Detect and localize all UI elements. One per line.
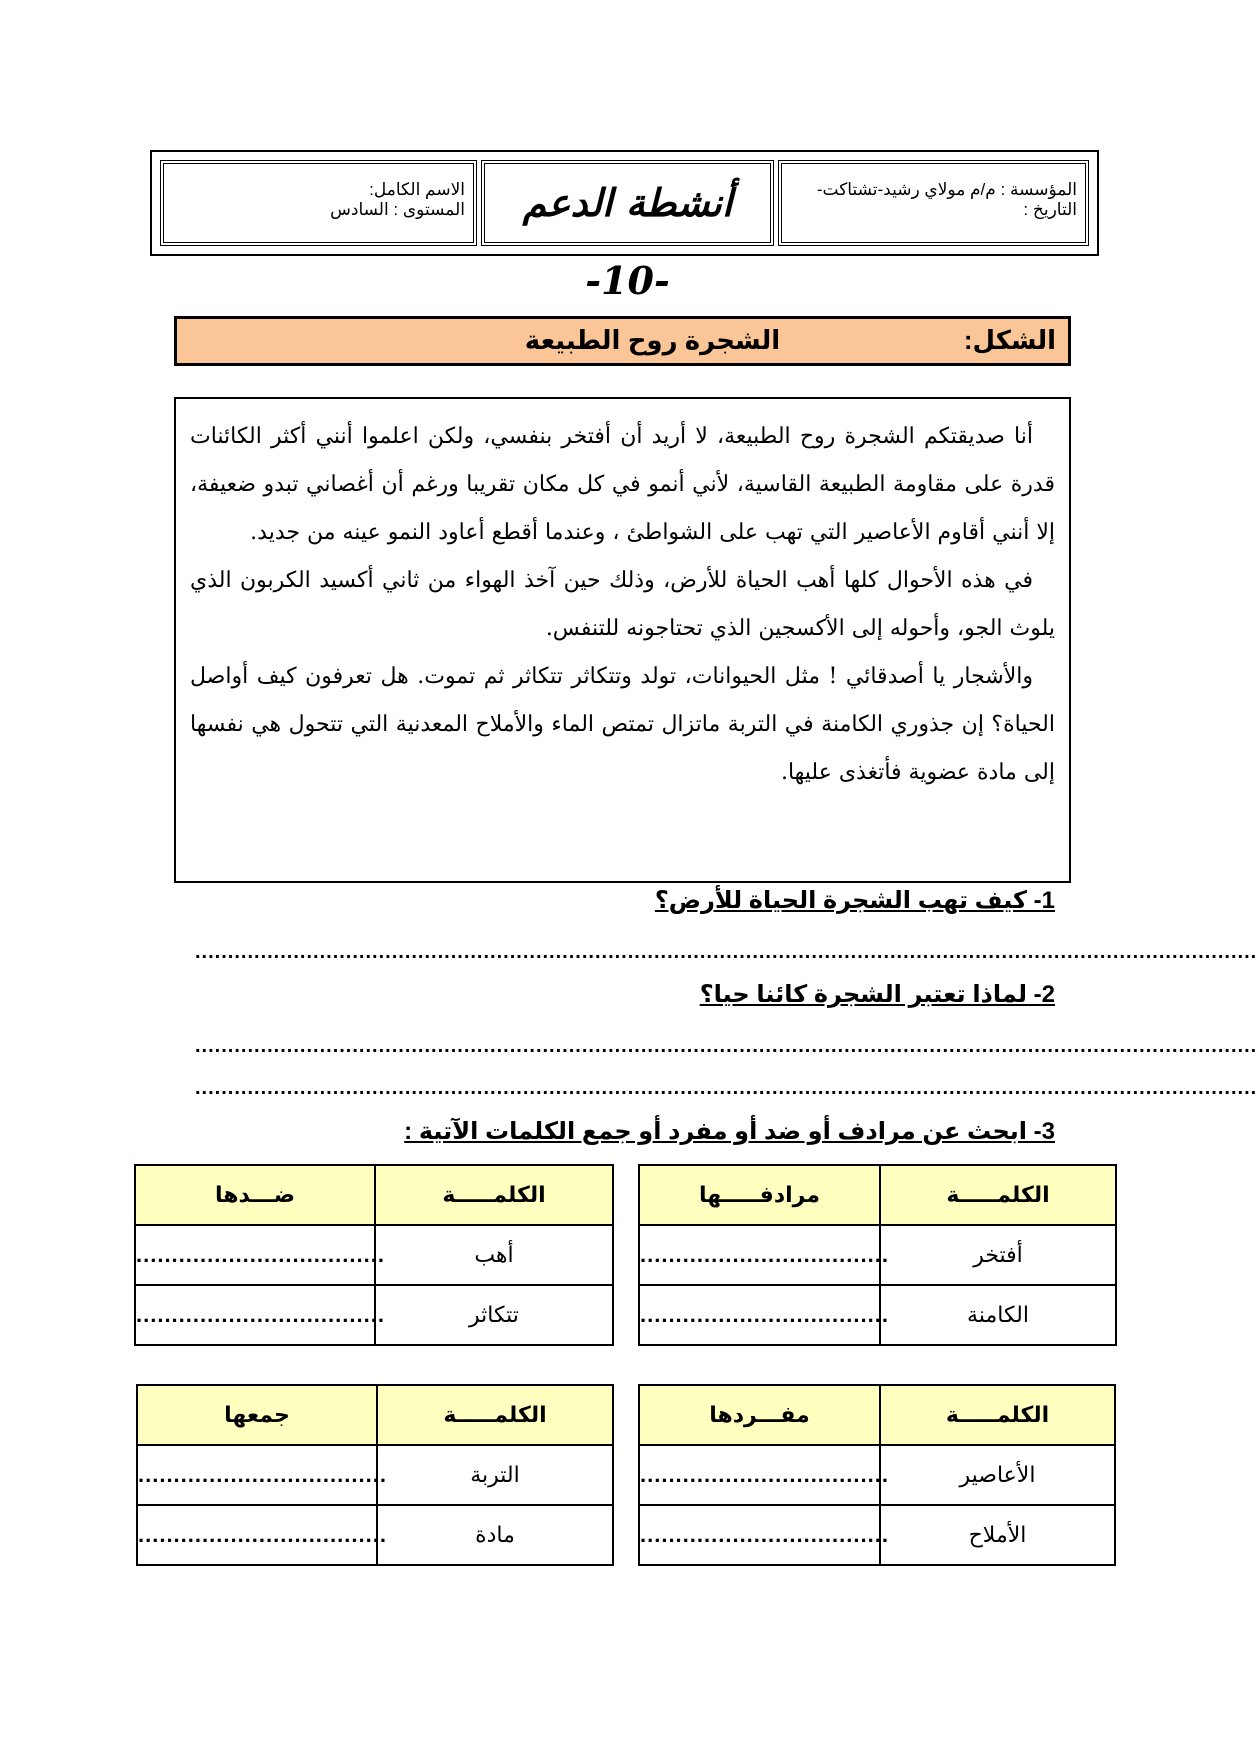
table-row: [639, 1285, 1116, 1345]
word-cell: أفتخر: [880, 1225, 1116, 1285]
table-header-row: [639, 1385, 1115, 1445]
section-title: الشجرة روح الطبيعة: [524, 325, 781, 355]
answer-cell[interactable]: ...................................: [639, 1445, 880, 1505]
answer-line-2a[interactable]: ..................................................................................................................................................................: [195, 1035, 1257, 1057]
date-label: التاريخ :: [1023, 200, 1077, 219]
column-header-word: الكلمـــــة: [377, 1385, 613, 1445]
header-title-cell: [481, 160, 774, 303]
answer-cell[interactable]: ...................................: [137, 1505, 377, 1565]
word-cell: الأعاصير: [880, 1445, 1115, 1505]
word-cell: أهب: [375, 1225, 613, 1285]
antonyms-table: [134, 1164, 614, 1346]
column-header-word: الكلمـــــة: [880, 1385, 1115, 1445]
table-row: [137, 1445, 613, 1505]
table-header-row: [135, 1165, 613, 1225]
plurals-table: [136, 1384, 614, 1566]
worksheet-title: أنشطة الدعم -10-: [522, 180, 733, 303]
passage-paragraph-1: أنا صديقتكم الشجرة روح الطبيعة، لا أريد أن أفتخر بنفسي، ولكن اعلموا أنني أكثر الكائنات قدرة على مقاومة الطبيعة القاسية، لأني أنمو في كل مكان تقريبا ورغم أن أغصاني تبدو ضعيفة، إلا أنني أقاوم الأعاصير التي تهب على الشواطئ ، وعندما أقطع أعاود النمو عينه من جديد.: [190, 424, 1055, 545]
word-cell: التربة: [377, 1445, 613, 1505]
column-header-plural: جمعها: [137, 1385, 377, 1445]
column-header-word: الكلمـــــة: [880, 1165, 1116, 1225]
table-header-row: [137, 1385, 613, 1445]
column-header-word: الكلمـــــة: [375, 1165, 613, 1225]
answer-line-1[interactable]: ..................................................................................................................................................................: [195, 941, 1257, 963]
answer-cell[interactable]: ...................................: [135, 1285, 375, 1345]
full-name-label: الاسم الكامل:: [369, 180, 465, 199]
word-cell: الكامنة: [880, 1285, 1116, 1345]
reading-passage: [174, 397, 1071, 883]
answer-cell[interactable]: ...................................: [137, 1445, 377, 1505]
table-row: [639, 1445, 1115, 1505]
answer-cell[interactable]: ...................................: [639, 1225, 880, 1285]
section-title-bar: [174, 316, 1071, 366]
question-1: 1- كيف تهب الشجرة الحياة للأرض؟: [654, 887, 1055, 914]
word-cell: مادة: [377, 1505, 613, 1565]
table-row: [135, 1285, 613, 1345]
singulars-table: [638, 1384, 1116, 1566]
column-header-singular: مفـــردها: [639, 1385, 880, 1445]
answer-line-2b[interactable]: ..................................................................................................................................................................: [195, 1077, 1257, 1099]
table-row: [137, 1505, 613, 1565]
answer-cell[interactable]: ...................................: [135, 1225, 375, 1285]
section-label: الشكل:: [963, 325, 1056, 355]
header-student-cell: [160, 160, 477, 246]
institution-label: المؤسسة : م/م مولاي رشيد-تشتاكت-: [816, 180, 1077, 199]
table-header-row: [639, 1165, 1116, 1225]
level-label: المستوى : السادس: [330, 200, 465, 219]
column-header-antonym: ضـــدها: [135, 1165, 375, 1225]
answer-cell[interactable]: ...................................: [639, 1505, 880, 1565]
header-institution-cell: [778, 160, 1089, 246]
word-cell: الأملاح: [880, 1505, 1115, 1565]
passage-paragraph-2: في هذه الأحوال كلها أهب الحياة للأرض، وذلك حين آخذ الهواء من ثاني أكسيد الكربون الذي يلوث الجو، وأحوله إلى الأكسجين الذي تحتاجونه للتنفس.: [190, 568, 1055, 641]
table-row: [135, 1225, 613, 1285]
table-row: [639, 1505, 1115, 1565]
answer-cell[interactable]: ...................................: [639, 1285, 880, 1345]
passage-paragraph-3: والأشجار يا أصدقائي ! مثل الحيوانات، تولد وتتكاثر تتكاثر ثم تموت. هل تعرفون كيف أواصل الحياة؟ إن جذوري الكامنة في التربة ماتزال تمتص الماء والأملاح المعدنية التي تتحول هي نفسها إلى مادة عضوية فأتغذى عليها.: [190, 664, 1055, 785]
question-2: 2- لماذا تعتبر الشجرة كائنا حيا؟: [699, 981, 1055, 1008]
question-3: 3- ابحث عن مرادف أو ضد أو مفرد أو جمع الكلمات الآتية :: [404, 1118, 1055, 1145]
table-row: [639, 1225, 1116, 1285]
synonyms-table: [638, 1164, 1117, 1346]
column-header-synonym: مرادفـــــها: [639, 1165, 880, 1225]
word-cell: تتكاثر: [375, 1285, 613, 1345]
